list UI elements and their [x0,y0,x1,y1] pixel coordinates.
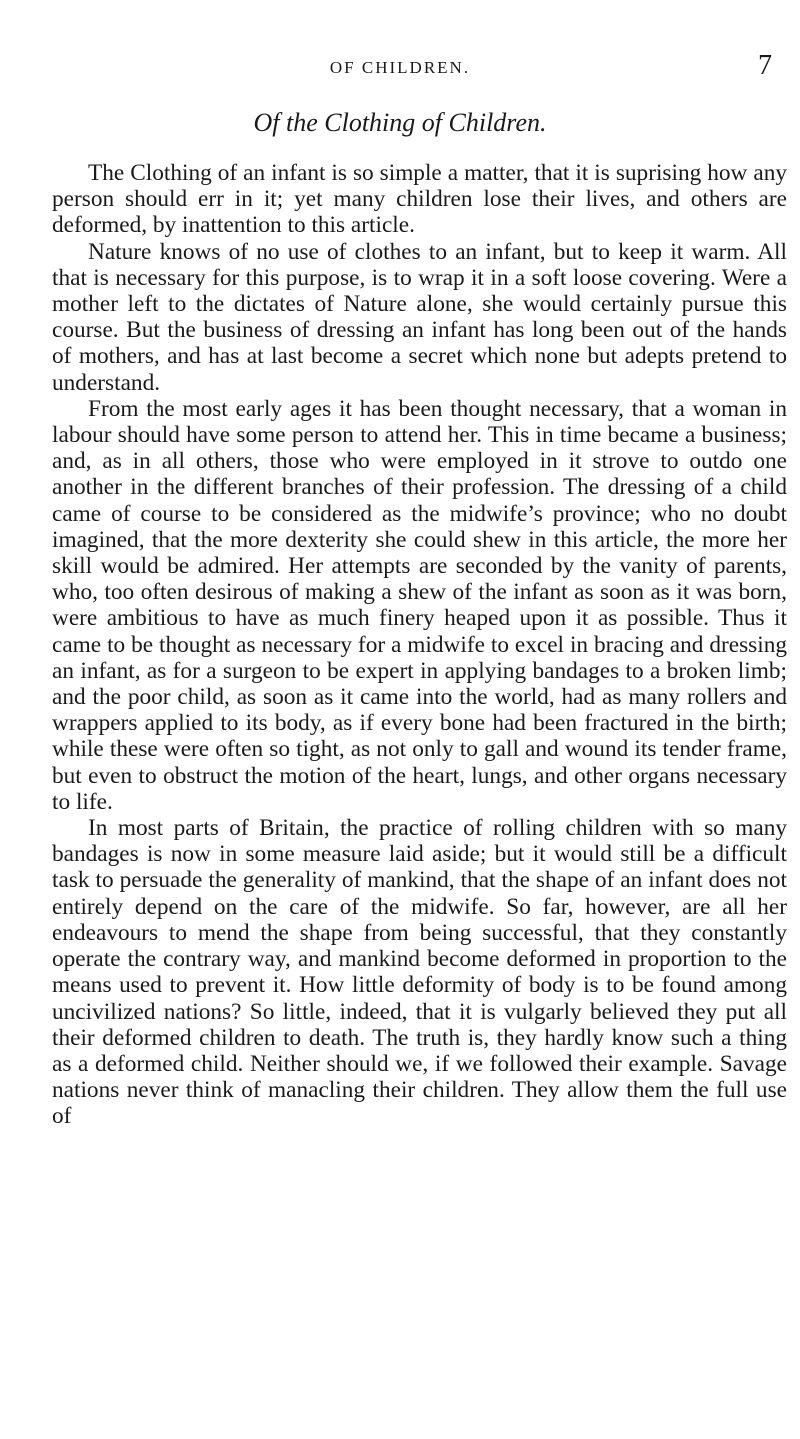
paragraph-3: From the most early ages it has been thought necessary, that a woman in labour should have some person to attend her. This in time became a business; and, as in all others, those who were employed in it strove to outdo one another in the different branches of their profession. The dressing of a child came of course to be considered as the midwife’s province; who no doubt imagined, that the more dexterity she could shew in this article, the more her skill would be admired. Her attempts are seconded by the vanity of parents, who, too often desirous of making a shew of the infant as soon as it was born, were ambitious to have as much finery heaped upon it as possible. Thus it came to be thought as necessary for a midwife to excel in bracing and dressing an infant, as for a surgeon to be expert in applying bandages to a broken limb; and the poor child, as soon as it came into the world, had as many rollers and wrappers applied to its body, as if every bone had been fractured in the birth; while these were often so tight, as not only to gall and wound its tender frame, but even to obstruct the motion of the heart, lungs, and other organs necessary to life. [52,395,787,815]
page-number: 7 [758,50,772,81]
paragraph-2: Nature knows of no use of clothes to an infant, but to keep it warm. All that is necessary for this purpose, is to wrap it in a soft loose covering. Were a mother left to the dictates of Nature alone, she would certainly pursue this course. But the business of dressing an infant has long been out of the hands of mothers, and has at last become a secret which none but adepts pretend to understand. [52,238,787,396]
section-heading: Of the Clothing of Children. [253,108,547,137]
body-text [52,160,787,1130]
paragraph-4: In most parts of Britain, the practice of rolling children with so many bandages is now in some measure laid aside; but it would still be a difficult task to persuade the generality of mankind, that the shape of an infant does not entirely depend on the care of the midwife. So far, however, are all her endeavours to mend the shape from being successful, that they constantly operate the contrary way, and mankind become deformed in proportion to the means used to prevent it. How little deformity of body is to be found among uncivilized nations? So little, indeed, that it is vulgarly believed they put all their deformed children to death. The truth is, they hardly know such a thing as a deformed child. Neither should we, if we followed their example. Savage nations never think of manacling their children. They allow them the full use of [52,815,787,1130]
paragraph-1: The Clothing of an infant is so simple a matter, that it is suprising how any person should err in it; yet many children lose their lives, and others are deformed, by inattention to this article. [52,160,787,239]
running-head: OF CHILDREN. [329,58,471,77]
